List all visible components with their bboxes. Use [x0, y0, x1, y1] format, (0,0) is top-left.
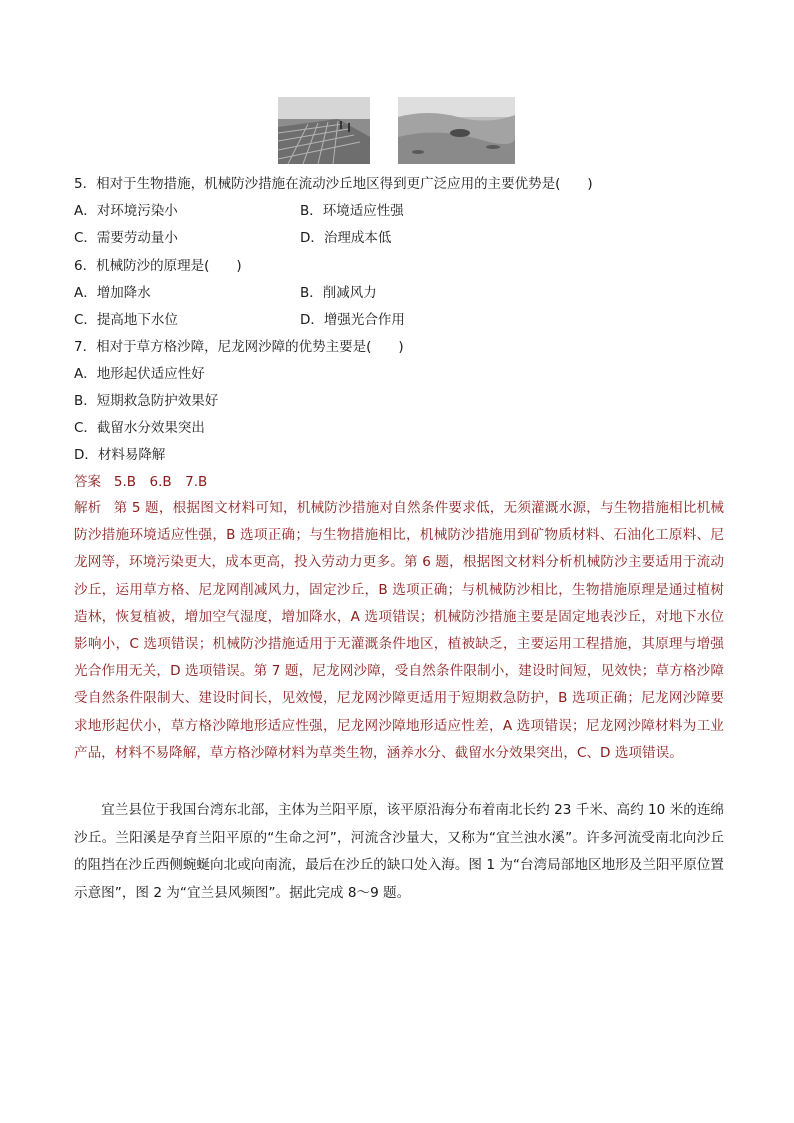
- answer-text: 5.B 6.B 7.B: [113, 474, 208, 490]
- question-6-stem: 6．机械防沙的原理是( ): [74, 258, 242, 274]
- analysis-block: [74, 495, 724, 767]
- question-5-option-c: C．需要劳动量小: [74, 230, 178, 246]
- question-5-stem: 5．相对于生物措施，机械防沙措施在流动沙丘地区得到更广泛应用的主要优势是( ): [74, 176, 593, 192]
- question-6-option-c: C．提高地下水位: [74, 312, 178, 328]
- question-7-option-a: A．地形起伏适应性好: [74, 366, 205, 382]
- question-7-option-c: C．截留水分效果突出: [74, 420, 205, 436]
- desert-dune-photo: [398, 97, 515, 164]
- question-6-option-d: D．增强光合作用: [300, 312, 405, 328]
- question-5-option-a: A．对环境污染小: [74, 203, 178, 219]
- question-7-stem: 7．相对于草方格沙障，尼龙网沙障的优势主要是( ): [74, 339, 404, 355]
- question-7-option-b: B．短期救急防护效果好: [74, 393, 219, 409]
- reading-passage: 宜兰县位于我国台湾东北部，主体为兰阳平原，该平原沿海分布着南北长约 23 千米、高约 10 米的连绵沙丘。兰阳溪是孕育兰阳平原的“生命之河”，河流含沙量大，又称为“宜兰浊水溪”。许多河流受南北向沙丘的阻挡在沙丘西侧蜿蜒向北或向南流，最后在沙丘的缺口处入海。图 1 为“台湾局部地区地形及兰阳平原位置示意图”，图 2 为“宜兰县风频图”。据此完成 8～9 题。: [74, 802, 725, 901]
- answer-line: [74, 472, 207, 492]
- answer-label: 答案: [74, 474, 101, 490]
- analysis-label: 解析: [74, 500, 102, 516]
- analysis-text: 第 5 题，根据图文材料可知，机械防沙措施对自然条件要求低，无须灌溉水源，与生物措施相比机械防沙措施环境适应性强，B 选项正确；与生物措施相比，机械防沙措施用到矿物质材料、石油化工原料、尼龙网等，环境污染更大，成本更高，投入劳动力更多。第 6 题，根据图文材料分析机械防沙主要适用于流动沙丘，运用草方格、尼龙网削减风力，固定沙丘，B 选项正确；与机械防沙相比，生物措施原理是通过植树造林，恢复植被，增加空气湿度，增加降水，A 选项错误；机械防沙措施主要是固定地表沙丘，对地下水位影响小，C 选项错误；机械防沙措施适用于无灌溉条件地区，植被缺乏，主要运用工程措施，其原理与增强光合作用无关，D 选项错误。第 7 题，尼龙网沙障，受自然条件限制小，建设时间短，见效快；草方格沙障受自然条件限制大、建设时间长，见效慢，尼龙网沙障更适用于短期救急防护，B 选项正确；尼龙网沙障要求地形起伏小，草方格沙障地形适应性强，尼龙网沙障地形适应性差，A 选项错误；尼龙网沙障材料为工业产品，材料不易降解，草方格沙障材料为草类生物，涵养水分、截留水分效果突出，C、D 选项错误。: [74, 500, 724, 761]
- question-5-option-d: D．治理成本低: [300, 230, 392, 246]
- question-6-option-b: B．削减风力: [300, 285, 377, 301]
- question-6-option-a: A．增加降水: [74, 285, 151, 301]
- question-7-option-d: D．材料易降解: [74, 447, 166, 463]
- question-5-option-b: B．环境适应性强: [300, 203, 404, 219]
- sand-barrier-photo: [278, 97, 370, 164]
